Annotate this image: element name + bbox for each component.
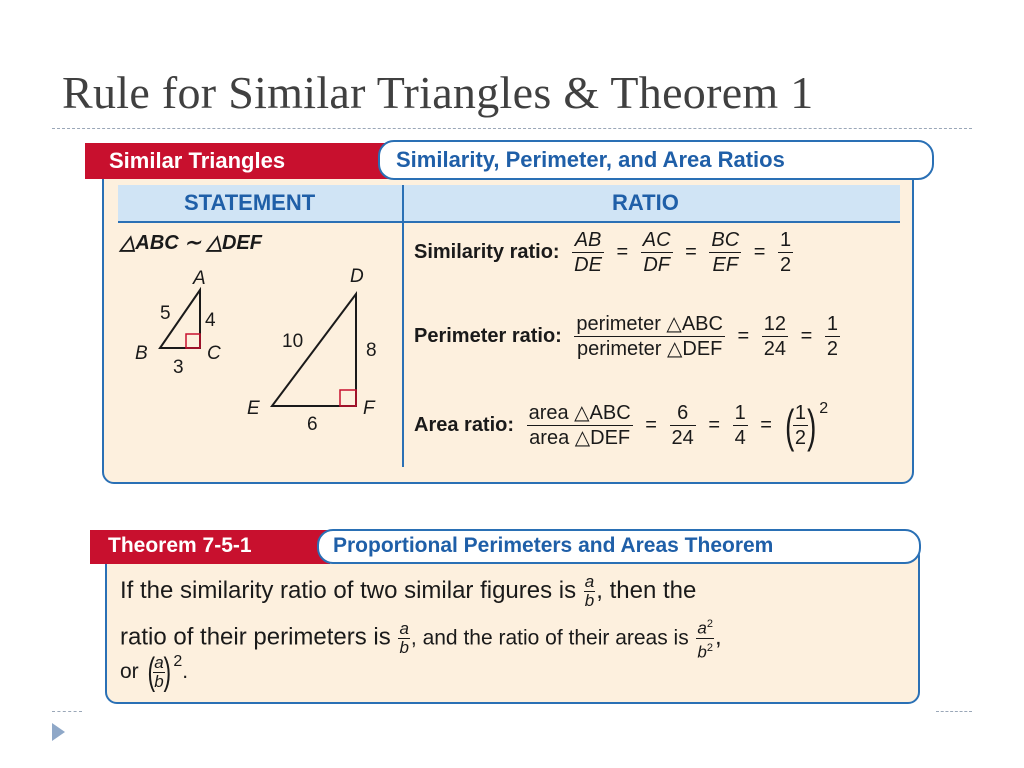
similar-triangles-tag: Similar Triangles	[85, 143, 395, 179]
right-paren: )	[807, 399, 817, 452]
vertex-e-label: E	[247, 398, 260, 419]
perimeter-ratio-row: Perimeter ratio: $\frac{\text{perimeter △ABC}}{\text{perimeter △DEF}}$ = $\frac{12}{24}$ = $\frac{1}{2}$	[414, 313, 838, 360]
side-de-length: 10	[282, 331, 304, 352]
area-ratio-label: Area ratio:	[414, 414, 515, 437]
right-angle-marker-c	[186, 334, 200, 348]
fraction-ab-de: $\frac{AB}{DE}$	[574, 229, 602, 276]
vertex-f-label: F	[363, 398, 375, 419]
table-header-rule	[118, 221, 900, 223]
bottom-divider-right	[936, 711, 972, 712]
statement-column-header: STATEMENT	[184, 190, 316, 215]
theorem-text-1a: If the similarity ratio of two similar figures is	[120, 576, 577, 604]
fraction-a-b-2: $\frac{a}{b}$	[399, 618, 409, 657]
similarity-statement: △ABC ∼ △DEF	[120, 232, 262, 254]
side-ac-length: 4	[205, 310, 216, 331]
theorem-text-2b: , and the ratio of their areas is	[410, 626, 689, 650]
side-bc-length: 3	[173, 357, 184, 378]
perimeter-ratio-label: Perimeter ratio:	[414, 325, 562, 347]
similar-triangles-subtitle: Similarity, Perimeter, and Area Ratios	[378, 140, 934, 180]
theorem-text-2a: ratio of their perimeters is	[120, 623, 391, 651]
fraction-6-24: $\frac{6}{24}$	[671, 402, 694, 450]
vertex-d-label: D	[350, 266, 364, 287]
theorem-line-2: ratio of their perimeters is $\frac{a}{b}$ , and the ratio of their areas is $\frac{a^2}{b^2}$ ,	[120, 615, 722, 661]
side-ef-length: 6	[307, 414, 318, 435]
next-slide-arrow-icon[interactable]	[52, 723, 65, 741]
perimeter-result: $\frac{1}{2}$	[826, 313, 838, 360]
similarity-ratio-row: Similarity ratio: $\frac{AB}{DE}$ = $\frac{AC}{DF}$ = $\frac{BC}{EF}$ = $\frac{1}{2}$	[414, 229, 792, 276]
bottom-divider-left	[52, 711, 82, 712]
theorem-title: Proportional Perimeters and Areas Theorem	[317, 529, 921, 564]
area-result: $\frac{1}{2}$	[794, 402, 806, 450]
theorem-line-3: or ( $\frac{a}{b}$ ) $^2$.	[120, 651, 189, 694]
right-angle-marker-f	[340, 390, 356, 406]
fraction-a-b-1: $\frac{a}{b}$	[584, 572, 595, 610]
fraction-12-24: $\frac{12}{24}$	[763, 313, 787, 360]
fraction-perimeters: $\frac{\text{perimeter △ABC}}{\text{perimeter △DEF}}$	[576, 313, 723, 360]
vertex-a-label: A	[193, 268, 206, 289]
fraction-areas: $\frac{\text{area △ABC}}{\text{area △DEF}}$	[528, 402, 631, 450]
left-paren: (	[784, 399, 794, 452]
column-divider	[402, 185, 404, 467]
side-ab-length: 5	[160, 303, 171, 324]
side-df-length: 8	[366, 340, 377, 361]
title-divider	[52, 128, 972, 129]
theorem-text-1b: , then the	[596, 576, 697, 604]
fraction-a2-b2: $\frac{a^2}{b^2}$	[696, 615, 714, 661]
slide-title: Rule for Similar Triangles & Theorem 1	[62, 67, 814, 118]
similarity-ratio-label: Similarity ratio:	[414, 241, 560, 263]
area-ratio-row: Area ratio: $\frac{\text{area △ABC}}{\text{area △DEF}}$ = $\frac{6}{24}$ = $\frac{1}{4}$ = ( $\frac{1}{2}$ ) $^2$	[414, 399, 829, 452]
ratio-column-header: RATIO	[612, 190, 679, 215]
theorem-line-1	[120, 573, 696, 610]
fraction-bc-ef: $\frac{BC}{EF}$	[711, 229, 740, 276]
fraction-1-4: $\frac{1}{4}$	[734, 402, 746, 450]
theorem-text-3a: or	[120, 660, 139, 683]
vertex-b-label: B	[135, 343, 148, 364]
similarity-result: $\frac{1}{2}$	[780, 229, 792, 276]
fraction-ac-df: $\frac{AC}{DF}$	[642, 229, 671, 276]
theorem-tag: Theorem 7-5-1	[90, 530, 330, 564]
vertex-c-label: C	[207, 343, 221, 364]
area-exponent: 2	[819, 400, 829, 417]
fraction-a-b-3: $\frac{a}{b}$	[154, 652, 164, 691]
